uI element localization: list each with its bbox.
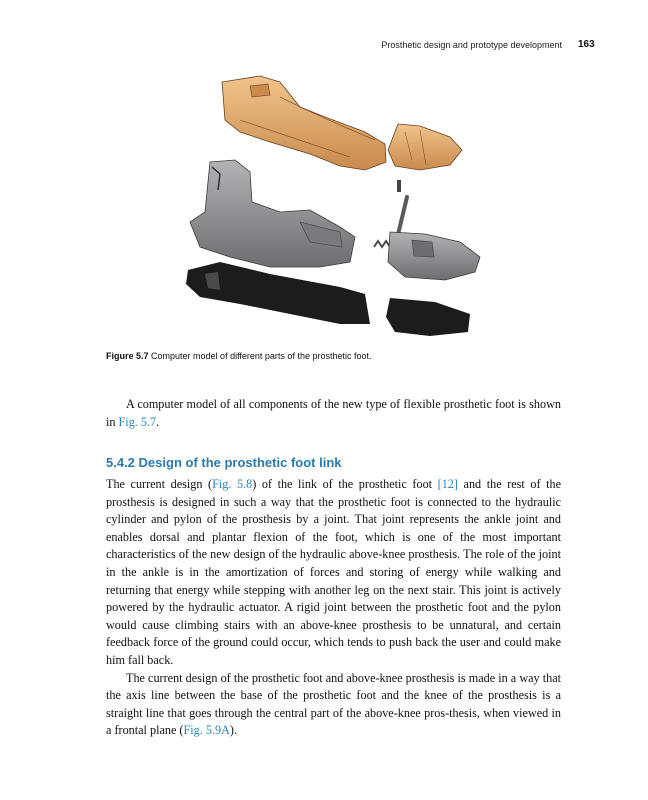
wooden-toe-cap [388,124,462,170]
figure-link[interactable]: Fig. 5.7 [118,414,157,429]
gray-toe-plate [388,232,480,280]
section-title: Design of the prosthetic foot link [138,455,342,470]
paragraph-3-text: The current design of the prosthetic foot and above-knee prosthesis is made in a way that the axis line between the base of the prosthetic foot and the knee of the prosthesis is a straight line that goes through the central part of the above-knee pros-thesis, when viewed in a frontal plane ( [106,670,561,738]
paragraph-1 [106,396,561,431]
page-number: 163 [578,39,595,50]
section-number: 5.4.2 [106,455,135,470]
section-heading [106,455,342,470]
figure-link[interactable]: Fig. 5.8 [212,477,253,491]
paragraph-1-end: . [156,414,160,429]
prosthetic-foot-figure [150,62,500,347]
figure-caption [106,351,566,361]
wooden-foot-shell [222,76,386,170]
paragraph-2-text-b: ) of the link of the prosthetic foot [252,477,438,491]
paragraph-3-end: ). [229,723,237,738]
running-head: Prosthetic design and prototype development [381,40,562,50]
paragraph-3 [106,670,561,740]
paragraph-2 [106,476,561,740]
figure-label: Figure 5.7 [106,351,149,361]
gray-ankle-base [190,160,355,267]
paragraph-2-text-c: and the rest of the prosthesis is designed in such a way that the prosthetic foot is connected to the hydraulic cylinder and pylon of the prosthesis by a joint. That joint represents the ankle joint and enables dorsal and plantar flexion of the foot, which is one of the most important characteristics of the new design of the hydraulic above-knee prosthesis. The role of the joint in the ankle is in the amortization of forces and storing of energy while walking and returning that energy while stepping with another leg on the next stair. This joint is actively powered by the hydraulic actuator. A rigid joint between the prosthetic foot and the pylon would cause climbing stairs with an above-knee prosthesis to be unnatural, and certain feedback force of the ground could occur, which tends to push back the user and could make him fall back. [106,477,561,667]
paragraph-2-text-a: The current design ( [106,477,213,491]
paragraph-1-text: A computer model of all components of the new type of flexible prosthetic foot is shown in [106,397,561,429]
figure-link[interactable]: Fig. 5.9A [183,723,230,738]
figure-caption-text: Computer model of different parts of the prosthetic foot. [151,351,372,361]
citation-link[interactable]: [12] [437,477,458,491]
